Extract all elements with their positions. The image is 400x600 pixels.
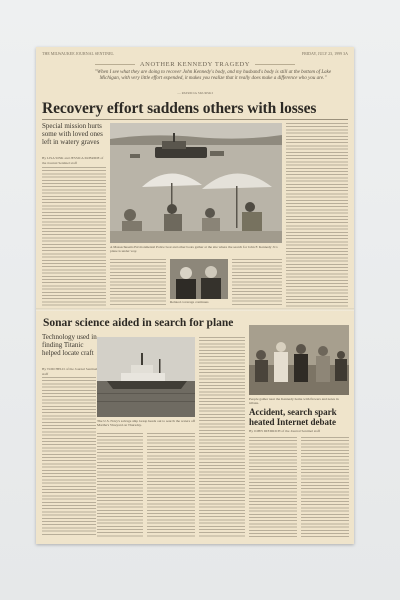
top-mid-right-column-text — [232, 259, 282, 307]
masthead-right: FRIDAY, JULY 23, 1999 3A — [301, 51, 348, 56]
section-kicker: ANOTHER KENNEDY TRAGEDY — [36, 61, 354, 68]
side-byline: By JOHN DIEDRICH of the Journal Sentinel staff — [249, 429, 320, 433]
bottom-byline: By TOM HELD of the Journal Sentinel staff — [42, 367, 98, 376]
side-headline: Accident, search spark heated Internet debate — [249, 407, 337, 427]
top-deck: Special mission hurts some with loved ones left in watery graves — [42, 122, 103, 146]
bottom-left-column-text — [42, 377, 96, 537]
side-col1-text — [249, 437, 297, 537]
boat-photo-caption: A Massachusetts Environmental Police boat and other boats gather at the site where the search for John F. Kennedy Jr.'s plane is under way. — [110, 245, 278, 254]
top-right-column-text — [286, 123, 348, 307]
newspaper-page — [36, 47, 354, 544]
divider — [42, 119, 348, 120]
bottom-col3-text — [147, 433, 195, 537]
ship-photo — [97, 337, 195, 417]
crowd-photo-caption: People gather near the Kennedy home with flowers and notes in tribute. — [249, 397, 339, 405]
pull-quote: "When I see what they are doing to recover John Kennedy's body, and my husband's body is still at the bottom of Lake Michigan, with very little effort expended, it makes you realize that it really does make a difference who you are." — [94, 70, 332, 81]
portrait-photo — [170, 259, 228, 299]
masthead-left: THE MILWAUKEE JOURNAL SENTINEL — [42, 51, 114, 56]
portrait-caption: Related coverage continues — [170, 300, 209, 304]
crowd-photo — [249, 325, 349, 395]
masthead — [42, 50, 348, 58]
top-mid-column-text — [110, 259, 166, 307]
paper-fold — [36, 308, 354, 311]
pull-quote-attribution: — PATRICIA SKURSKI — [177, 91, 213, 95]
bottom-deck: Technology used in finding Titanic helped locate craft — [42, 333, 97, 357]
top-left-column-text — [42, 167, 106, 307]
top-headline: Recovery effort saddens others with losses — [42, 100, 317, 117]
ship-photo-caption: The U.S. Navy's salvage ship Grasp heads out to search the waters off Martha's Vineyard on Thursday. — [97, 419, 195, 428]
bottom-col2-text — [97, 433, 143, 537]
boat-photo — [110, 123, 282, 243]
top-byline: By LISA SINK and JESSICA McBRIDE of the Journal Sentinel staff — [42, 156, 104, 165]
bottom-headline: Sonar science aided in search for plane — [43, 317, 234, 329]
side-col2-text — [301, 437, 349, 537]
bottom-col4-text — [199, 337, 245, 537]
